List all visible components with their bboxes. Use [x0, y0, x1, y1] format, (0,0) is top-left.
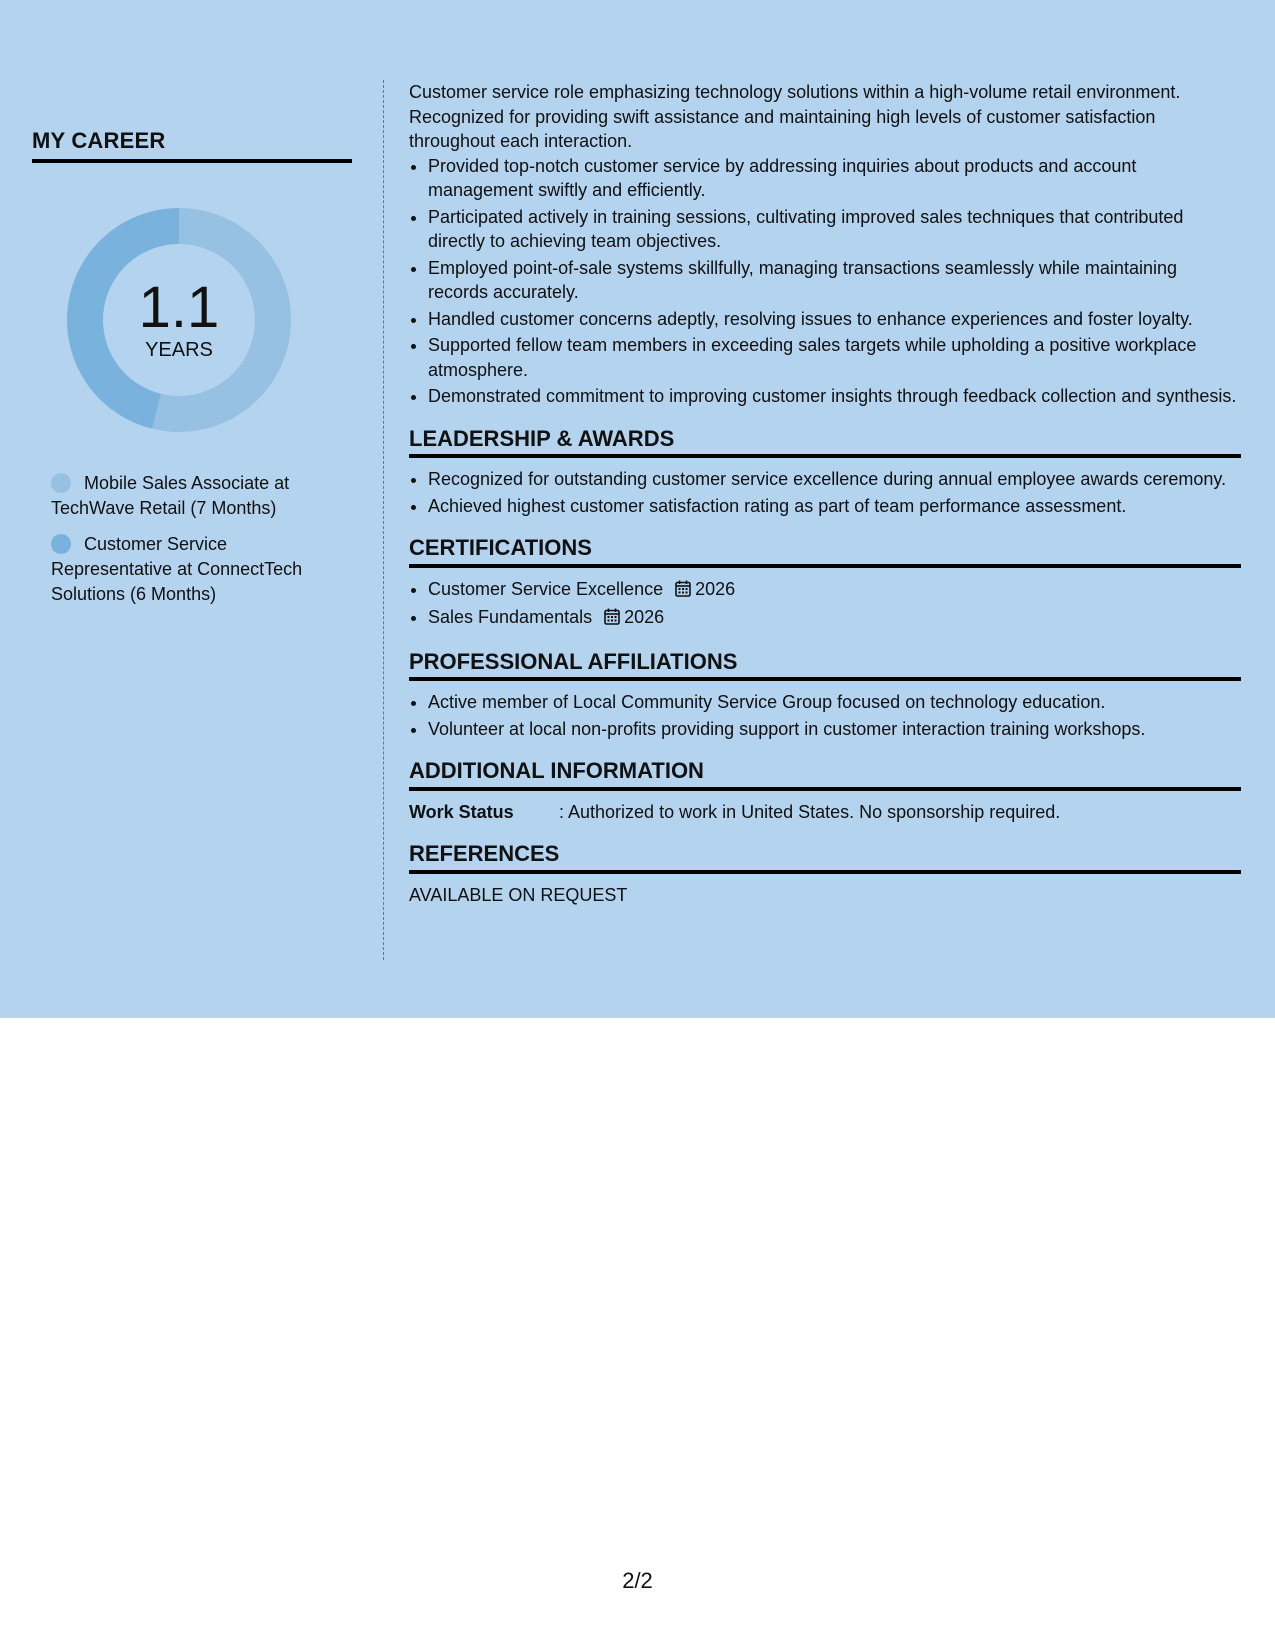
- main-content: [409, 80, 1241, 907]
- work-status-label: Work Status: [409, 801, 514, 822]
- career-heading: MY CAREER: [32, 128, 352, 163]
- additional-info-heading: ADDITIONAL INFORMATION: [409, 759, 1241, 791]
- certifications-list: [409, 577, 1241, 632]
- legend-label: Mobile Sales Associate at TechWave Retail (7 Months): [51, 473, 290, 518]
- career-total-years: 1.1: [138, 274, 220, 340]
- certification-name: Customer Service Excellence: [428, 578, 664, 599]
- list-item: • Supported fellow team members in exceeding sales targets while upholding a positive workplace atmosphere.: [428, 333, 1241, 382]
- page-number: 2/2: [622, 1568, 653, 1593]
- references-text: AVAILABLE ON REQUEST: [409, 884, 628, 905]
- leadership-list: [409, 467, 1241, 518]
- list-item: • Volunteer at local non-profits providing support in customer interaction training workshops.: [428, 717, 1241, 742]
- certification-year: 2026: [695, 578, 736, 599]
- certification-name: Sales Fundamentals: [428, 607, 593, 627]
- certification-item: [428, 577, 1241, 604]
- legend-dot-icon: [51, 473, 71, 493]
- certification-item: [428, 605, 1241, 632]
- certifications-heading: CERTIFICATIONS: [409, 536, 1241, 568]
- affiliations-heading: PROFESSIONAL AFFILIATIONS: [409, 650, 1241, 682]
- experience-bullets: [409, 154, 1241, 409]
- work-status-value: : Authorized to work in United States. No sponsorship required.: [559, 801, 1061, 822]
- career-legend: [32, 471, 352, 607]
- list-item: • Handled customer concerns adeptly, resolving issues to enhance experiences and foster loyalty.: [428, 307, 1241, 332]
- career-donut-chart: [64, 205, 294, 435]
- column-divider: [383, 80, 384, 960]
- legend-item: [51, 532, 321, 607]
- career-total-unit: YEARS: [145, 338, 213, 361]
- list-item: • Achieved highest customer satisfaction rating as part of team performance assessment.: [428, 494, 1241, 519]
- list-item: • Provided top-notch customer service by addressing inquiries about products and account management swiftly and efficiently.: [428, 154, 1241, 203]
- legend-item: [51, 471, 321, 521]
- experience-summary: Customer service role emphasizing technology solutions within a high-volume retail environment. Recognized for providing swift assistance and maintaining high levels of customer satisfaction throughout each interaction.: [409, 82, 1181, 151]
- list-item: • Active member of Local Community Service Group focused on technology education.: [428, 690, 1241, 715]
- list-item: • Participated actively in training sessions, cultivating improved sales techniques that contributed directly to achieving team objectives.: [428, 205, 1241, 254]
- calendar-icon: [604, 607, 620, 632]
- legend-dot-icon: [51, 534, 71, 554]
- list-item: • Demonstrated commitment to improving customer insights through feedback collection and synthesis.: [428, 384, 1241, 409]
- list-item: • Recognized for outstanding customer service excellence during annual employee awards ceremony.: [428, 467, 1241, 492]
- legend-label: Customer Service Representative at ConnectTech Solutions (6 Months): [51, 534, 303, 604]
- work-status-row: [409, 800, 1241, 825]
- certification-year: 2026: [624, 607, 665, 627]
- leadership-heading: LEADERSHIP & AWARDS: [409, 427, 1241, 459]
- references-heading: REFERENCES: [409, 842, 1241, 874]
- calendar-icon: [675, 579, 691, 604]
- donut-center: [64, 205, 294, 435]
- list-item: • Employed point-of-sale systems skillfully, managing transactions seamlessly while maintaining records accurately.: [428, 256, 1241, 305]
- affiliations-list: [409, 690, 1241, 741]
- career-sidebar: [32, 78, 352, 618]
